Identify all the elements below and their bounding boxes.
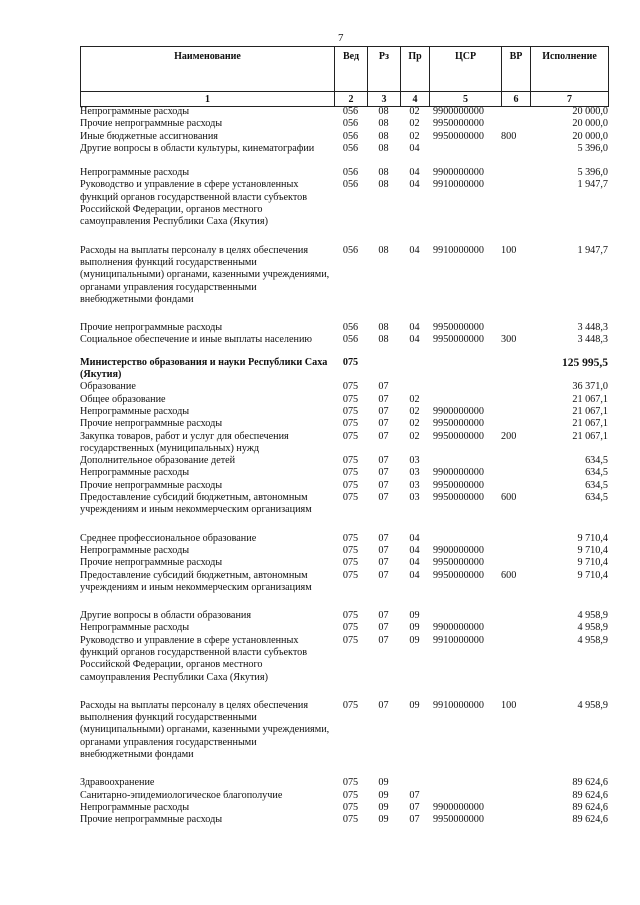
col-header-ved: Вед <box>335 47 368 92</box>
cell-name: Руководство и управление в сфере установленных функций органов государственной власти субъектов Российской Федерации, органов местного самоуправления Республики Саха (Якутия) <box>80 179 308 228</box>
cell-pr: 04 <box>409 322 420 334</box>
cell-rz: 08 <box>378 334 389 346</box>
cell-rz: 08 <box>378 118 389 130</box>
cell-name: Закупка товаров, работ и услуг для обеспечения государственных (муниципальных) нужд <box>80 430 289 454</box>
cell-ved: 056 <box>342 244 359 256</box>
cell-name: Расходы на выплаты персоналу в целях обеспечения выполнения функций государственными (муниципальными) органами, казенными учреждениями, органами управления государственными внебюджетными фондами <box>80 244 330 305</box>
table-row <box>80 777 608 789</box>
table-row <box>80 106 608 118</box>
cell-pr: 04 <box>409 544 420 556</box>
cell-name: Прочие непрограммные расходы <box>80 557 223 569</box>
cell-rz: 09 <box>378 814 389 826</box>
table-row <box>80 700 608 761</box>
cell-vr: 600 <box>501 569 517 581</box>
cell-csr: 9950000000 <box>433 130 484 142</box>
table-row <box>80 394 608 406</box>
cell-ved: 056 <box>342 130 359 142</box>
cell-ved: 075 <box>342 544 359 556</box>
row-spacer <box>80 306 608 322</box>
cell-name: Другие вопросы в области культуры, кинематографии <box>80 142 315 154</box>
cell-pr: 02 <box>409 130 420 142</box>
table-row <box>80 557 608 569</box>
cell-exec: 20 000,0 <box>572 118 608 130</box>
cell-exec: 36 371,0 <box>572 381 608 393</box>
cell-exec: 21 067,1 <box>572 430 608 442</box>
cell-rz: 08 <box>378 167 389 179</box>
cell-exec: 4 958,9 <box>577 610 608 622</box>
col-number-1: 1 <box>81 92 335 107</box>
col-number-2: 2 <box>335 92 368 107</box>
cell-exec: 1 947,7 <box>577 179 608 191</box>
cell-ved: 056 <box>342 322 359 334</box>
cell-ved: 075 <box>342 492 359 504</box>
cell-exec: 634,5 <box>585 479 608 491</box>
cell-pr: 07 <box>409 814 420 826</box>
cell-name: Предоставление субсидий бюджетным, автономным учреждениям и иным некоммерческим организациям <box>80 492 312 516</box>
cell-ved: 075 <box>342 455 359 467</box>
col-number-4: 4 <box>401 92 430 107</box>
cell-csr: 9900000000 <box>433 801 484 813</box>
table-row <box>80 622 608 634</box>
cell-ved: 075 <box>342 814 359 826</box>
cell-pr: 03 <box>409 455 420 467</box>
cell-name: Непрограммные расходы <box>80 106 190 117</box>
cell-name: Непрограммные расходы <box>80 405 190 417</box>
cell-rz: 07 <box>378 557 389 569</box>
table-row <box>80 334 608 346</box>
cell-pr: 04 <box>409 532 420 544</box>
table-row <box>80 118 608 130</box>
cell-csr: 9950000000 <box>433 430 484 442</box>
cell-exec: 5 396,0 <box>577 142 608 154</box>
cell-pr: 02 <box>409 106 420 117</box>
cell-name: Общее образование <box>80 393 166 405</box>
cell-pr: 02 <box>409 118 420 130</box>
cell-rz: 07 <box>378 634 389 646</box>
cell-rz: 08 <box>378 179 389 191</box>
cell-ved: 056 <box>342 106 359 117</box>
cell-rz: 07 <box>378 569 389 581</box>
cell-pr: 03 <box>409 467 420 479</box>
table-row <box>80 802 608 814</box>
cell-exec: 21 067,1 <box>572 405 608 417</box>
cell-pr: 02 <box>409 430 420 442</box>
table-row <box>80 492 608 517</box>
col-number-3: 3 <box>368 92 401 107</box>
col-number-6: 6 <box>502 92 531 107</box>
cell-name: Дополнительное образование детей <box>80 455 236 467</box>
cell-rz: 07 <box>378 699 389 711</box>
cell-rz: 07 <box>378 418 389 430</box>
cell-exec: 3 448,3 <box>577 322 608 334</box>
cell-name: Руководство и управление в сфере установленных функций органов государственной власти субъектов Российской Федерации, органов местного самоуправления Республики Саха (Якутия) <box>80 634 308 683</box>
cell-vr: 800 <box>501 130 517 142</box>
table-row <box>80 635 608 684</box>
cell-csr: 9910000000 <box>433 179 484 191</box>
table-row <box>80 455 608 467</box>
cell-pr: 04 <box>409 142 420 154</box>
table-row <box>80 418 608 430</box>
col-header-exec: Исполнение <box>531 47 609 92</box>
table-row <box>80 245 608 306</box>
cell-name: Министерство образования и науки Республики Саха (Якутия) <box>80 356 328 381</box>
cell-vr: 300 <box>501 334 517 346</box>
cell-csr: 9950000000 <box>433 557 484 569</box>
cell-vr: 600 <box>501 492 517 504</box>
table-row <box>80 610 608 622</box>
cell-csr: 9910000000 <box>433 699 484 711</box>
cell-exec: 89 624,6 <box>572 801 608 813</box>
cell-pr: 04 <box>409 179 420 191</box>
table-row <box>80 480 608 492</box>
cell-ved: 075 <box>342 430 359 442</box>
cell-csr: 9900000000 <box>433 405 484 417</box>
table-row <box>80 570 608 595</box>
cell-exec: 9 710,4 <box>577 532 608 544</box>
cell-csr: 9910000000 <box>433 244 484 256</box>
cell-ved: 075 <box>342 789 359 801</box>
cell-rz: 08 <box>378 106 389 117</box>
cell-exec: 9 710,4 <box>577 557 608 569</box>
table-row <box>80 357 608 382</box>
cell-ved: 075 <box>342 393 359 405</box>
table-row <box>80 790 608 802</box>
cell-rz: 09 <box>378 777 389 789</box>
cell-pr: 09 <box>409 699 420 711</box>
cell-rz: 08 <box>378 244 389 256</box>
cell-vr: 100 <box>501 244 517 256</box>
cell-pr: 03 <box>409 479 420 491</box>
cell-name: Санитарно-эпидемиологическое благополучие <box>80 789 283 801</box>
cell-csr: 9950000000 <box>433 814 484 826</box>
cell-pr: 04 <box>409 244 420 256</box>
cell-rz: 07 <box>378 455 389 467</box>
cell-csr: 9950000000 <box>433 334 484 346</box>
cell-name: Непрограммные расходы <box>80 544 190 556</box>
cell-name: Среднее профессиональное образование <box>80 532 257 544</box>
cell-name: Образование <box>80 381 136 393</box>
cell-name: Непрограммные расходы <box>80 167 190 179</box>
cell-csr: 9950000000 <box>433 322 484 334</box>
row-spacer <box>80 684 608 700</box>
cell-rz: 08 <box>378 142 389 154</box>
col-header-vr: ВР <box>502 47 531 92</box>
cell-csr: 9950000000 <box>433 569 484 581</box>
cell-rz: 07 <box>378 544 389 556</box>
table-row <box>80 431 608 456</box>
cell-name: Иные бюджетные ассигнования <box>80 130 218 142</box>
table-row <box>80 406 608 418</box>
cell-ved: 056 <box>342 118 359 130</box>
cell-name: Социальное обеспечение и иные выплаты населению <box>80 334 313 346</box>
cell-pr: 02 <box>409 393 420 405</box>
cell-exec: 20 000,0 <box>572 130 608 142</box>
cell-exec: 21 067,1 <box>572 418 608 430</box>
cell-exec: 21 067,1 <box>572 393 608 405</box>
cell-csr: 9900000000 <box>433 622 484 634</box>
cell-csr: 9900000000 <box>433 106 484 117</box>
table-row <box>80 467 608 479</box>
table-row <box>80 533 608 545</box>
cell-pr: 04 <box>409 557 420 569</box>
cell-rz: 09 <box>378 789 389 801</box>
col-header-pr: Пр <box>401 47 430 92</box>
cell-pr: 09 <box>409 622 420 634</box>
cell-exec: 3 448,3 <box>577 334 608 346</box>
cell-csr: 9950000000 <box>433 492 484 504</box>
page-number: 7 <box>338 32 344 44</box>
cell-name: Предоставление субсидий бюджетным, автономным учреждениям и иным некоммерческим организациям <box>80 569 312 593</box>
row-spacer <box>80 517 608 533</box>
table-row <box>80 814 608 826</box>
cell-ved: 075 <box>342 634 359 646</box>
cell-pr: 04 <box>409 167 420 179</box>
cell-name: Другие вопросы в области образования <box>80 610 252 622</box>
cell-name: Прочие непрограммные расходы <box>80 418 223 430</box>
cell-vr: 200 <box>501 430 517 442</box>
cell-rz: 07 <box>378 405 389 417</box>
cell-ved: 075 <box>342 405 359 417</box>
col-header-rz: Рз <box>368 47 401 92</box>
cell-rz: 07 <box>378 532 389 544</box>
cell-pr: 02 <box>409 418 420 430</box>
cell-exec: 9 710,4 <box>577 569 608 581</box>
cell-rz: 09 <box>378 801 389 813</box>
cell-exec: 89 624,6 <box>572 777 608 789</box>
cell-rz: 07 <box>378 430 389 442</box>
cell-vr: 100 <box>501 699 517 711</box>
cell-ved: 075 <box>342 569 359 581</box>
cell-pr: 04 <box>409 334 420 346</box>
cell-pr: 07 <box>409 801 420 813</box>
cell-exec: 9 710,4 <box>577 544 608 556</box>
cell-rz: 07 <box>378 381 389 393</box>
cell-ved: 075 <box>342 479 359 491</box>
cell-pr: 07 <box>409 789 420 801</box>
cell-csr: 9950000000 <box>433 479 484 491</box>
cell-pr: 04 <box>409 569 420 581</box>
cell-pr: 03 <box>409 492 420 504</box>
cell-rz: 08 <box>378 130 389 142</box>
cell-csr: 9900000000 <box>433 467 484 479</box>
cell-exec: 1 947,7 <box>577 244 608 256</box>
col-header-csr: ЦСР <box>430 47 502 92</box>
cell-rz: 08 <box>378 322 389 334</box>
cell-rz: 07 <box>378 393 389 405</box>
cell-name: Прочие непрограммные расходы <box>80 322 223 334</box>
row-spacer <box>80 229 608 245</box>
table-row <box>80 143 608 155</box>
cell-exec: 5 396,0 <box>577 167 608 179</box>
table-row <box>80 381 608 393</box>
table-header <box>80 46 609 107</box>
row-spacer <box>80 155 608 167</box>
cell-rz: 07 <box>378 467 389 479</box>
cell-ved: 075 <box>342 356 359 368</box>
table-body <box>80 106 608 827</box>
cell-ved: 075 <box>342 801 359 813</box>
cell-ved: 075 <box>342 557 359 569</box>
cell-exec: 634,5 <box>585 455 608 467</box>
table-row <box>80 545 608 557</box>
cell-pr: 02 <box>409 405 420 417</box>
cell-name: Непрограммные расходы <box>80 801 190 813</box>
cell-exec: 634,5 <box>585 492 608 504</box>
cell-ved: 075 <box>342 610 359 622</box>
cell-ved: 075 <box>342 622 359 634</box>
cell-ved: 075 <box>342 381 359 393</box>
table-row <box>80 179 608 228</box>
cell-exec: 89 624,6 <box>572 814 608 826</box>
cell-pr: 09 <box>409 610 420 622</box>
cell-ved: 075 <box>342 467 359 479</box>
cell-ved: 056 <box>342 179 359 191</box>
col-number-7: 7 <box>531 92 609 107</box>
cell-ved: 075 <box>342 699 359 711</box>
cell-ved: 056 <box>342 142 359 154</box>
cell-name: Непрограммные расходы <box>80 467 190 479</box>
row-spacer <box>80 761 608 777</box>
table-row <box>80 322 608 334</box>
cell-pr: 09 <box>409 634 420 646</box>
cell-rz: 07 <box>378 622 389 634</box>
cell-csr: 9950000000 <box>433 118 484 130</box>
cell-exec: 89 624,6 <box>572 789 608 801</box>
cell-name: Прочие непрограммные расходы <box>80 814 223 826</box>
cell-ved: 075 <box>342 777 359 789</box>
cell-exec: 4 958,9 <box>577 622 608 634</box>
cell-name: Расходы на выплаты персоналу в целях обеспечения выполнения функций государственными (муниципальными) органами, казенными учреждениями, органами управления государственными внебюджетными фондами <box>80 699 330 761</box>
cell-csr: 9910000000 <box>433 634 484 646</box>
cell-ved: 075 <box>342 532 359 544</box>
cell-name: Прочие непрограммные расходы <box>80 479 223 491</box>
table-row <box>80 131 608 143</box>
cell-rz: 07 <box>378 479 389 491</box>
cell-ved: 075 <box>342 418 359 430</box>
cell-ved: 056 <box>342 334 359 346</box>
cell-rz: 07 <box>378 492 389 504</box>
table-row <box>80 167 608 179</box>
cell-exec: 20 000,0 <box>572 106 608 117</box>
cell-name: Непрограммные расходы <box>80 622 190 634</box>
col-header-name: Наименование <box>81 47 335 92</box>
cell-csr: 9950000000 <box>433 418 484 430</box>
cell-exec: 4 958,9 <box>577 699 608 711</box>
cell-exec: 125 995,5 <box>562 356 608 369</box>
row-spacer <box>80 347 608 357</box>
cell-exec: 4 958,9 <box>577 634 608 646</box>
cell-csr: 9900000000 <box>433 167 484 179</box>
cell-ved: 056 <box>342 167 359 179</box>
row-spacer <box>80 594 608 610</box>
cell-name: Прочие непрограммные расходы <box>80 118 223 130</box>
cell-name: Здравоохранение <box>80 777 155 789</box>
cell-csr: 9900000000 <box>433 544 484 556</box>
cell-rz: 07 <box>378 610 389 622</box>
cell-exec: 634,5 <box>585 467 608 479</box>
col-number-5: 5 <box>430 92 502 107</box>
